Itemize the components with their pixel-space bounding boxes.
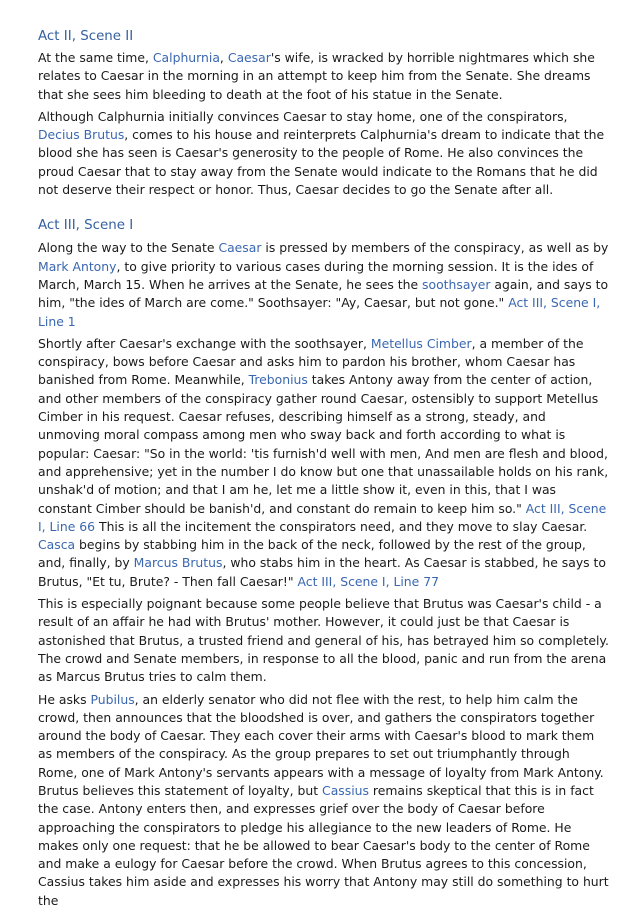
text: again, and says to him, "the ides of March are come." Soothsayer: "Ay, Caesar, but not gone." xyxy=(38,276,609,311)
text: 's wife, is wracked by horrible nightmares which she relates to Caesar in the morning in an attempt to keep him from the Senate. She dreams that she sees him bleeding to death at the foot of his statue in the Senate. xyxy=(38,50,595,102)
paragraph-poignant xyxy=(38,595,610,686)
link-caesar[interactable]: Caesar xyxy=(218,240,262,256)
link-mark-antony[interactable]: Mark Antony xyxy=(38,258,117,274)
text: This is all the incitement the conspirators need, and they move to slay Caesar. xyxy=(95,518,588,534)
link-act3-scene1-line77[interactable]: Act III, Scene I, Line 77 xyxy=(297,573,439,589)
link-soothsayer[interactable]: soothsayer xyxy=(422,276,491,292)
link-act3-scene1-line1[interactable]: Act III, Scene I, Line 1 xyxy=(38,295,601,329)
text: He asks xyxy=(38,691,91,707)
section-heading-act3-scene1: Act III, Scene I xyxy=(38,218,134,234)
paragraph-pubilus xyxy=(38,691,610,911)
text: remains skeptical that this is in fact the case. Antony enters then, and expresses grief over the body of Caesar before approaching the conspirators to pledge his allegiance to the new leaders of Rome. He makes only one request: that he be allowed to bear Caesar's body to the center of Rome and make a eulogy for Caesar before the crowd. When Brutus agrees to this concession, Cassius takes him aside and expresses his worry that Antony may still do something to hurt the xyxy=(38,782,609,908)
text: At the same time, xyxy=(38,50,153,65)
text: , to give priority to various cases during the morning session. It is the ides of March, March 15. When he arrives at the Senate, he sees the xyxy=(38,258,594,292)
text: , an elderly senator who did not flee with the rest, to help him calm the crowd, then announces that the bloodshed is over, and gathers the conspirators together around the body of Caesar. They each cover their arms with Caesar's blood to mark them as members of the conspiracy. As the group prepares to set out triumphantly through Rome, one of Mark Antony's servants appears with a message of loyalty from Mark Antony. Brutus believes this statement of loyalty, but xyxy=(38,691,604,798)
document-page xyxy=(38,28,610,914)
text: Shortly after Caesar's exchange with the soothsayer, xyxy=(38,335,371,351)
text: , who stabs him in the heart. As Caesar is stabbed, he says to Brutus, "Et tu, Brute? - Then fall Caesar!" xyxy=(38,555,607,589)
link-act3-scene1-line66[interactable]: Act III, Scene I, Line 66 xyxy=(38,500,607,534)
link-marcus-brutus[interactable]: Marcus Brutus xyxy=(133,555,223,571)
link-pubilus[interactable]: Pubilus xyxy=(90,691,135,707)
paragraph-ides-of-march xyxy=(38,239,610,330)
link-calphurnia[interactable]: Calphurnia xyxy=(152,50,220,65)
link-cassius[interactable]: Cassius xyxy=(322,782,369,798)
text: takes Antony away from the center of action, and other members of the conspiracy gather round Caesar, ostensibly to support Metellus Cimber in his request. Caesar refuses, describing himself as a strong, steady, and unmoving moral compass among men who sway back and forth according to what is popular: Caesar: "So in the world: 'tis furnish'd well with men, And men are flesh and blood, and apprehensive; yet in the number I do know but one that unassailable holds on his rank, unshak'd of motion; and that I am he, let me a little show it, even in this, that I was constant Cimber should be banish'd, and constant do remain to keep him so." xyxy=(38,372,609,516)
paragraph-assassination xyxy=(38,335,610,591)
text: Although Calphurnia initially convinces Caesar to stay home, one of the conspirators, xyxy=(38,108,568,124)
link-caesar[interactable]: Caesar xyxy=(227,50,271,65)
text: is pressed by members of the conspiracy, as well as by xyxy=(261,240,609,256)
link-trebonius[interactable]: Trebonius xyxy=(248,372,308,388)
text: , xyxy=(219,50,228,65)
text: , a member of the conspiracy, bows before Caesar and asks him to pardon his brother, whom Caesar has banished from Rome. Meanwhile, xyxy=(38,335,584,388)
text: Along the way to the Senate xyxy=(38,240,219,256)
link-metellus-cimber[interactable]: Metellus Cimber xyxy=(370,335,472,351)
text: This is especially poignant because some people believe that Brutus was Caesar's child - a result of an affair he had with Brutus' mother. However, it could just be that Caesar is astonished that Brutus, a trusted friend and general of his, has betrayed him so completely. The crowd and Senate members, in response to all the blood, panic and run from the arena as Marcus Brutus tries to calm them. xyxy=(38,596,609,685)
link-decius-brutus[interactable]: Decius Brutus xyxy=(38,127,125,143)
paragraph-calphurnia-dream xyxy=(38,49,610,104)
link-casca[interactable]: Casca xyxy=(38,537,76,553)
paragraph-decius-brutus xyxy=(38,108,610,199)
text: , comes to his house and reinterprets Calphurnia's dream to indicate that the blood she has seen is Caesar's generosity to the people of Rome. He also convinces the proud Caesar that to stay away from the Senate would indicate to the Romans that he did not deserve their respect or honor. Thus, Caesar decides to go the Senate after all. xyxy=(38,127,605,198)
text: begins by stabbing him in the back of the neck, followed by the rest of the group, and, finally, by xyxy=(38,537,586,571)
section-heading-act2-scene2: Act II, Scene II xyxy=(38,29,134,44)
